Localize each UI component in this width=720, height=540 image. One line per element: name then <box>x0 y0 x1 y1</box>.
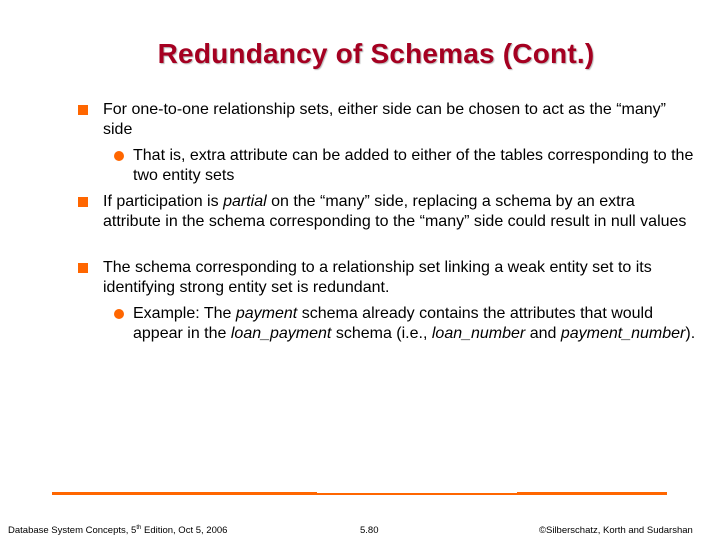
footer-copyright: ©Silberschatz, Korth and Sudarshan <box>539 525 693 536</box>
footer-page-number: 5.80 <box>360 525 379 536</box>
footer-rule-right <box>517 492 667 495</box>
footer-rule-middle <box>317 493 517 495</box>
footer-book-edition: Database System Concepts, 5th Edition, Oct 5, 2006 <box>8 525 228 537</box>
bullet-2: If participation is partial on the “many” side, replacing a schema by an extra attribute in the schema corresponding to the “many” side could result in null values <box>103 193 687 230</box>
footer-rule-left <box>52 492 317 495</box>
square-bullet-icon <box>78 105 88 115</box>
sub-bullet-2: Example: The payment schema already contains the attributes that would appear in the loan_payment schema (i.e., loan_number and payment_number). <box>133 305 696 342</box>
bullet-3: The schema corresponding to a relationship set linking a weak entity set to its identifying strong entity set is redundant. <box>103 259 652 296</box>
square-bullet-icon <box>78 263 88 273</box>
round-bullet-icon <box>114 309 124 319</box>
square-bullet-icon <box>78 197 88 207</box>
bullet-1: For one-to-one relationship sets, either side can be chosen to act as the “many” side <box>103 101 666 138</box>
slide-title: Redundancy of Schemas (Cont.) <box>157 38 595 69</box>
round-bullet-icon <box>114 151 124 161</box>
sub-bullet-1: That is, extra attribute can be added to either of the tables corresponding to the two entity sets <box>133 147 694 184</box>
